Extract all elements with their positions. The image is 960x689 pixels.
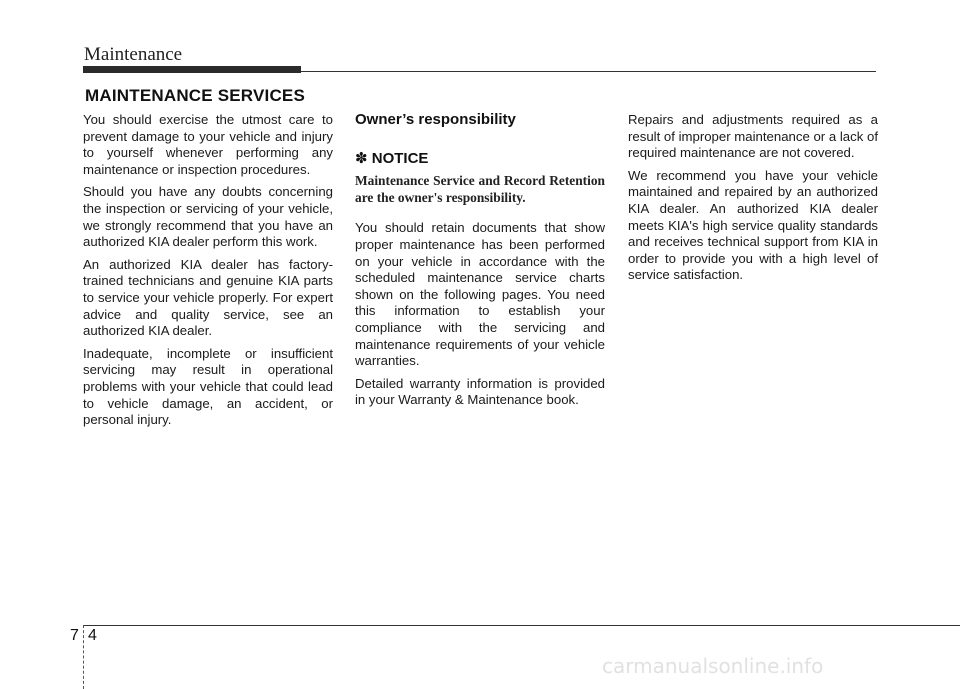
- owner-responsibility-heading: Owner’s responsibility: [355, 111, 516, 128]
- right-column: [628, 112, 878, 290]
- paragraph: You should exercise the utmost care to prevent damage to your vehicle and injury to yourself whenever performing any maintenance or inspection procedures.: [83, 112, 333, 177]
- section-title: MAINTENANCE SERVICES: [85, 86, 305, 105]
- notice-text: Maintenance Service and Record Retention are the owner's responsibility.: [355, 173, 605, 205]
- footer-rule: [83, 625, 960, 626]
- watermark: carmanualsonline.info: [602, 654, 824, 678]
- page-number: 4: [88, 627, 97, 644]
- paragraph: Should you have any doubts concerning the inspection or servicing of your vehicle, we strongly recommend that you have an authorized KIA dealer perform this work.: [83, 184, 333, 250]
- notice-heading: [355, 151, 605, 168]
- paragraph: An authorized KIA dealer has factory-trained technicians and genuine KIA parts to service your vehicle properly. For expert advice and quality service, see an authorized KIA dealer.: [83, 256, 333, 339]
- paragraph: Detailed warranty information is provided in your Warranty & Maintenance book.: [355, 375, 605, 408]
- header-rule: [301, 71, 876, 72]
- paragraph: You should retain documents that show proper maintenance has been performed on your vehicle in accordance with the scheduled maintenance service charts shown on the following pages. You need this information to establish your compliance with the servicing and maintenance requirements of your vehicle warranties.: [355, 220, 605, 369]
- paragraph: Inadequate, incomplete or insufficient servicing may result in operational problems with your vehicle that could lead to vehicle damage, an accident, or personal injury.: [83, 345, 333, 428]
- paragraph: Repairs and adjustments required as a result of improper maintenance or a lack of required maintenance are not covered.: [628, 112, 878, 161]
- header-title: Maintenance: [84, 44, 183, 65]
- paragraph: We recommend you have your vehicle maintained and repaired by an authorized KIA dealer. An authorized KIA dealer meets KIA's high service quality standards and receives technical support from KIA in order to provide you with a high level of service satisfaction.: [628, 167, 878, 283]
- left-column: [83, 112, 333, 435]
- header-bar: [83, 66, 301, 73]
- chapter-number: 7: [70, 627, 79, 644]
- notice-icon: ✽: [355, 149, 368, 167]
- footer-divider: [83, 625, 84, 689]
- notice-label: NOTICE: [371, 149, 429, 167]
- middle-column: [355, 112, 605, 415]
